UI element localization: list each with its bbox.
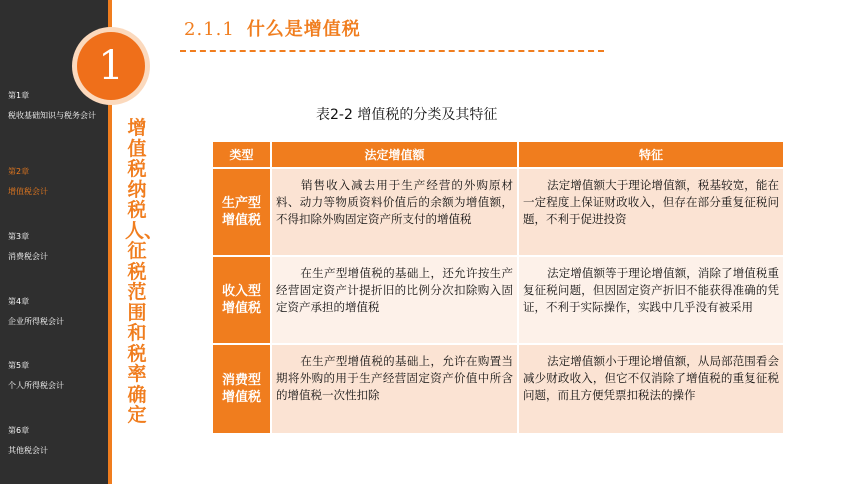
chapter-number: 第3章 xyxy=(8,232,30,241)
legal-cell xyxy=(271,256,518,344)
title-dashed-divider xyxy=(180,50,604,52)
legal-text: 在生产型增值税的基础上，还允许按生产经营固定资产计提折旧的比例分次扣除购入固定资产承担的增值税 xyxy=(276,266,513,314)
sidebar-item-chapter-3[interactable] xyxy=(8,231,104,263)
type-cell: 收入型增值税 xyxy=(212,256,271,344)
chapter-name: 个人所得税会计 xyxy=(8,381,64,390)
legal-text: 销售收入减去用于生产经营的外购原材料、动力等物质资料价值后的余额为增值额，不得扣除外购固定资产所支付的增值税 xyxy=(276,178,513,226)
sidebar-item-chapter-2[interactable] xyxy=(8,166,104,198)
section-title-text: 什么是增值税 xyxy=(246,19,361,40)
chapter-name: 税收基础知识与税务会计 xyxy=(8,111,96,120)
page-title xyxy=(184,15,361,41)
feature-text: 法定增值额小于理论增值额，从局部范围看会减少财政收入，但它不仅消除了增值税的重复征税问题，而且方便凭票扣税法的操作 xyxy=(523,354,779,402)
chapter-number: 第4章 xyxy=(8,297,30,306)
sidebar-item-chapter-5[interactable] xyxy=(8,360,104,392)
chapter-number: 第6章 xyxy=(8,426,30,435)
chapter-circle-number: 1 xyxy=(77,32,145,100)
section-number: 2.1.1 xyxy=(184,19,235,40)
legal-text: 在生产型增值税的基础上，允许在购置当期将外购的用于生产经营固定资产价值中所含的增值税一次性扣除 xyxy=(276,354,513,402)
type-cell: 生产型增值税 xyxy=(212,168,271,256)
feature-cell xyxy=(518,168,784,256)
header-cell-legal-value-added: 法定增值额 xyxy=(271,141,518,168)
chapter-name: 消费税会计 xyxy=(8,252,48,261)
table-row xyxy=(212,344,784,434)
chapter-number: 第1章 xyxy=(8,91,30,100)
vat-classification-table xyxy=(211,140,785,435)
chapter-name: 企业所得税会计 xyxy=(8,317,64,326)
type-cell: 消费型增值税 xyxy=(212,344,271,434)
header-cell-features: 特征 xyxy=(518,141,784,168)
table-row xyxy=(212,256,784,344)
feature-cell xyxy=(518,344,784,434)
feature-cell xyxy=(518,256,784,344)
sidebar-item-chapter-6[interactable] xyxy=(8,425,104,457)
legal-cell xyxy=(271,168,518,256)
chapter-name: 增值税会计 xyxy=(8,187,48,196)
table-row xyxy=(212,168,784,256)
vertical-section-title: 增值税纳税人、征税范围和税率确定 xyxy=(125,117,164,426)
table-header-row xyxy=(212,141,784,168)
chapter-number: 第5章 xyxy=(8,361,30,370)
chapter-number: 第2章 xyxy=(8,167,30,176)
feature-text: 法定增值额大于理论增值额，税基较宽，能在一定程度上保证财政收入，但存在部分重复征税问题，不利于促进投资 xyxy=(523,178,779,226)
chapter-name: 其他税会计 xyxy=(8,446,48,455)
legal-cell xyxy=(271,344,518,434)
feature-text: 法定增值额等于理论增值额，消除了增值税重复征税问题，但因固定资产折旧不能获得准确的凭证，不利于实际操作，实践中几乎没有被采用 xyxy=(523,266,779,314)
header-cell-type: 类型 xyxy=(212,141,271,168)
table-caption: 表2-2 增值税的分类及其特征 xyxy=(316,107,498,123)
sidebar-item-chapter-4[interactable] xyxy=(8,296,104,328)
